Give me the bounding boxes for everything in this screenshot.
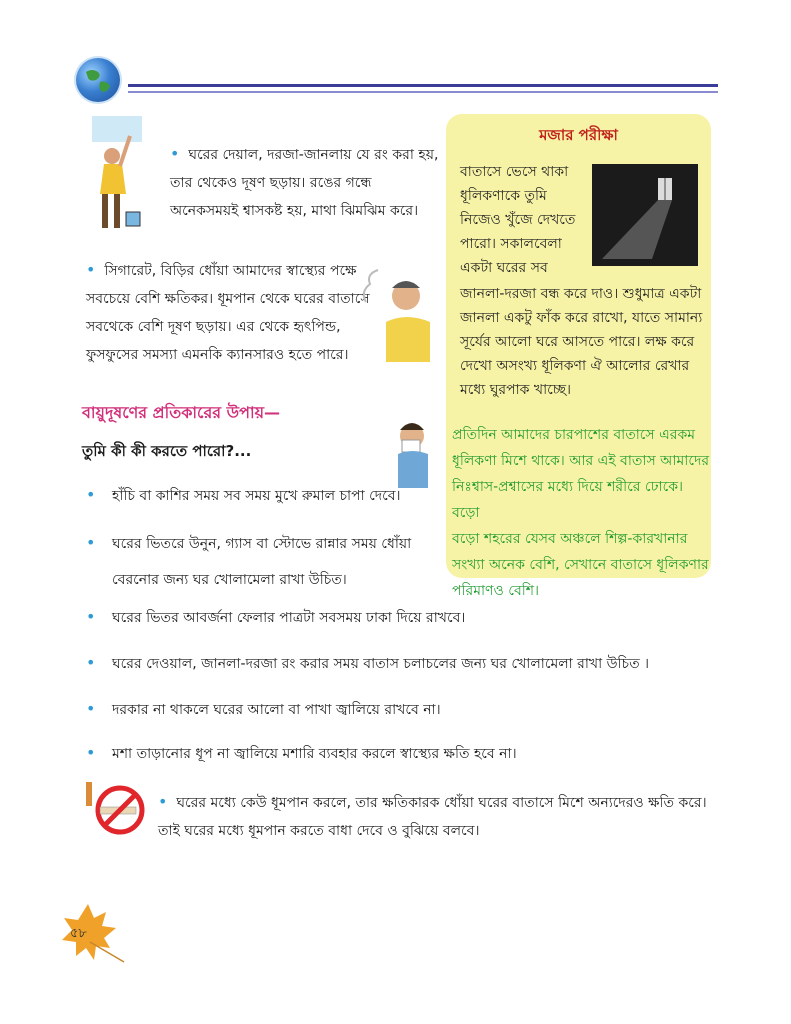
text-line: নিঃশ্বাস-প্রশ্বাসের মধ্যে দিয়ে শরীরে ঢোকে। বড়ো xyxy=(452,479,683,521)
text-line: নিজেও খুঁজে দেখতে xyxy=(460,212,576,228)
globe-icon xyxy=(76,58,120,102)
text-line: জানলা একটু ফাঁক করে রাখো, যাতে সামান্য xyxy=(460,310,703,326)
bullet-icon: • xyxy=(86,699,96,718)
list-item xyxy=(86,482,466,509)
remedies-heading: বায়ুদূষণের প্রতিকারের উপায়— xyxy=(82,403,281,422)
no-smoking-icon xyxy=(82,780,148,840)
experiment-text-short xyxy=(460,160,590,280)
experiment-title: মজার পরীক্ষা xyxy=(539,126,618,144)
intro-bullet-smoking xyxy=(86,256,376,369)
list-item-text: দরকার না থাকলে ঘরের আলো বা পাখা জ্বালিয়ে রাখবে না। xyxy=(112,702,441,718)
text-line: ঘরের মধ্যে কেউ ধূমপান করলে, তার ক্ষতিকারক ধোঁয়া ঘরের বাতাসে মিশে অন্যদেরও ক্ষতি করে। xyxy=(176,795,707,811)
list-item-text: মশা তাড়ানোর ধূপ না জ্বালিয়ে মশারি ব্যবহার করলে স্বাস্থ্যের ক্ষতি হবে না। xyxy=(112,746,517,762)
text-line: সবচেয়ে বেশি ক্ষতিকর। ধূমপান থেকে ঘরের বাতাসে xyxy=(86,291,370,307)
header-rule-secondary xyxy=(128,91,718,93)
list-item xyxy=(86,650,706,677)
bullet-icon: • xyxy=(86,260,96,279)
text-line: সংখ্যা অনেক বেশি, সেখানে বাতাসে ধূলিকণার xyxy=(452,557,709,573)
text-line: ধূলিকণা মিশে থাকে। আর এই বাতাস আমাদের xyxy=(452,453,710,469)
bullet-icon: • xyxy=(86,607,96,626)
text-line: জানলা-দরজা বন্ধ করে দাও। শুধুমাত্র একটা xyxy=(460,286,702,302)
maple-leaf-icon xyxy=(58,902,128,964)
text-line: পরিমাণও বেশি। xyxy=(452,583,540,599)
list-item-text: হাঁচি বা কাশির সময় সব সময় মুখে রুমাল চাপা দেবে। xyxy=(112,488,401,504)
list-item xyxy=(86,604,706,631)
smoker-illustration xyxy=(356,262,436,362)
text-line: সূর্যের আলো ঘরে আসতে পারে। লক্ষ করে xyxy=(460,334,695,350)
list-item-text: ঘরের দেওয়াল, জানলা-দরজা রং করার সময় বাতাস চলাচলের জন্য ঘর খোলামেলা রাখা উচিত । xyxy=(112,656,650,672)
text-line: সিগারেট, বিড়ির ধোঁয়া আমাদের স্বাস্থ্যের পক্ষে xyxy=(104,263,357,279)
page-number: ৫৮ xyxy=(70,926,87,941)
text-line: ঘরের দেয়াল, দরজা-জানলায় যে রং করা হয়, xyxy=(188,147,439,163)
list-item xyxy=(86,696,706,723)
list-item xyxy=(86,530,446,593)
text-line: পারো। সকালবেলা xyxy=(460,236,562,252)
text-line: প্রতিদিন আমাদের চারপাশের বাতাসে এরকম xyxy=(452,427,696,443)
painter-illustration xyxy=(82,116,152,236)
text-line: দেখো অসংখ্য ধূলিকণা ঐ আলোর রেখার xyxy=(460,358,690,374)
bullet-icon: • xyxy=(170,144,180,163)
text-line: বড়ো শহরের যেসব অঞ্চলে শিল্প-কারখানার xyxy=(452,531,688,547)
text-line: একটা ঘরের সব xyxy=(460,260,548,276)
list-item xyxy=(86,740,706,767)
text-line: তাই ঘরের মধ্যে ধূমপান করতে বাধা দেবে ও বুঝিয়ে বলবে। xyxy=(158,823,480,839)
question-heading: তুমি কী কী করতে পারো?... xyxy=(82,442,252,460)
text-line: মধ্যে ঘুরপাক খাচ্ছে। xyxy=(460,382,572,398)
list-item-text: ঘরের ভিতরে উনুন, গ্যাস বা স্টোভে রান্নার সময় ধোঁয়া xyxy=(112,536,412,552)
bullet-icon: • xyxy=(86,653,96,672)
experiment-text-long xyxy=(460,282,710,402)
text-line: ধূলিকণাকে তুমি xyxy=(460,188,547,204)
dark-room-photo xyxy=(592,164,698,266)
list-item-text: বেরনোর জন্য ঘর খোলামেলা রাখা উচিত। xyxy=(112,572,347,588)
smoking-note xyxy=(158,788,728,845)
bullet-icon: • xyxy=(86,743,96,762)
text-line: অনেকসময়ই শ্বাসকষ্ট হয়, মাথা ঝিমঝিম করে। xyxy=(170,203,419,219)
bullet-icon: • xyxy=(86,533,96,552)
text-line: বাতাসে ভেসে থাকা xyxy=(460,164,569,180)
intro-bullet-paint xyxy=(170,140,440,225)
dust-fact-text xyxy=(452,422,710,604)
header-rule xyxy=(128,84,718,87)
list-item-text: ঘরের ভিতর আবর্জনা ফেলার পাত্রটা সবসময় ঢাকা দিয়ে রাখবে। xyxy=(112,610,466,626)
text-line: ফুসফুসের সমস্যা এমনকি ক্যানসারও হতে পারে। xyxy=(86,347,349,363)
text-line: তার থেকেও দূষণ ছড়ায়। রঙের গন্ধে xyxy=(170,175,372,191)
sneezing-illustration xyxy=(388,418,438,488)
bullet-icon: • xyxy=(86,485,96,504)
text-line: সবথেকে বেশি দূষণ ছড়ায়। এর থেকে হৃৎপিন্ড, xyxy=(86,319,341,335)
bullet-icon: • xyxy=(158,792,168,811)
